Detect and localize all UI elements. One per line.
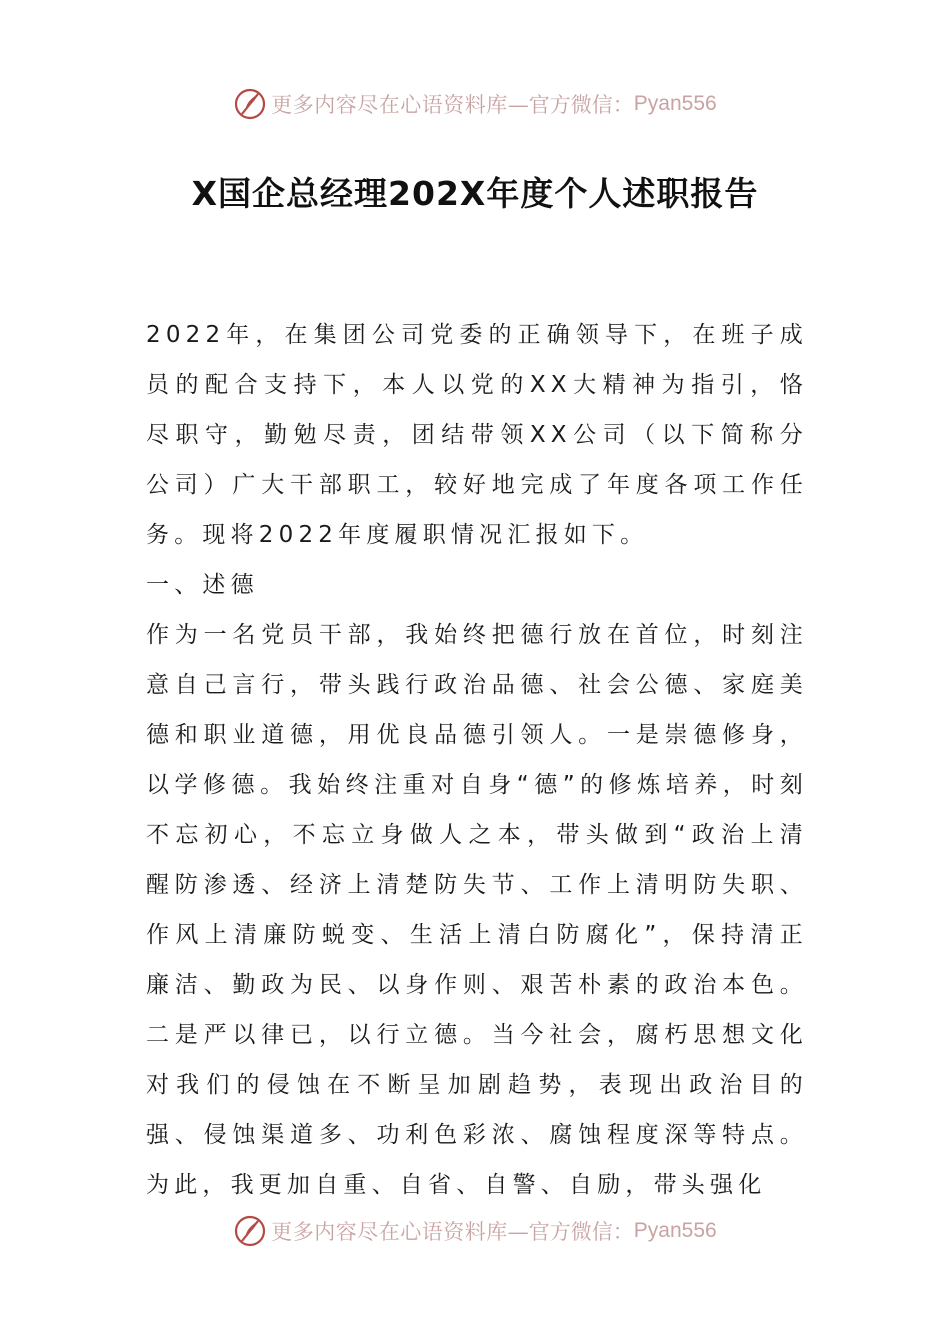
banner-separator: —官方微信： (507, 93, 634, 117)
banner-text: 更多内容尽在心语资料库 (271, 93, 508, 117)
quill-logo-icon (233, 87, 267, 121)
header-banner (0, 84, 950, 124)
banner-text: 更多内容尽在心语资料库 (271, 1220, 508, 1244)
document-body (146, 310, 808, 1210)
paragraph-intro: 2022年，在集团公司党委的正确领导下，在班子成员的配合支持下，本人以党的XX大精神为指引，恪尽职守，勤勉尽责，团结带领XX公司（以下简称分公司）广大干部职工，较好地完成了年度各项工作任务。现将2022年度履职情况汇报如下。 (146, 322, 808, 548)
footer-banner (0, 1211, 950, 1251)
section-heading: 一、述德 (146, 572, 259, 598)
banner-wechat-id: Pyan556 (633, 1219, 717, 1242)
document-title: X国企总经理202X年度个人述职报告 (191, 174, 759, 213)
paragraph-ethics: 作为一名党员干部，我始终把德行放在首位，时刻注意自己言行，带头践行政治品德、社会公德、家庭美德和职业道德，用优良品德引领人。一是崇德修身，以学修德。我始终注重对自身“德”的修炼培养，时刻不忘初心，不忘立身做人之本，带头做到“政治上清醒防渗透、经济上清楚防失节、工作上清明防失职、作风上清廉防蜕变、生活上清白防腐化”，保持清正廉洁、勤政为民、以身作则、艰苦朴素的政治本色。二是严以律已，以行立德。当今社会，腐朽思想文化对我们的侵蚀在不断呈加剧趋势，表现出政治目的强、侵蚀渠道多、功利色彩浓、腐蚀程度深等特点。为此，我更加自重、自省、自警、自励，带头强化 (146, 622, 808, 1198)
quill-logo-icon (233, 1214, 267, 1248)
banner-wechat-id: Pyan556 (633, 92, 717, 115)
banner-separator: —官方微信： (507, 1220, 634, 1244)
